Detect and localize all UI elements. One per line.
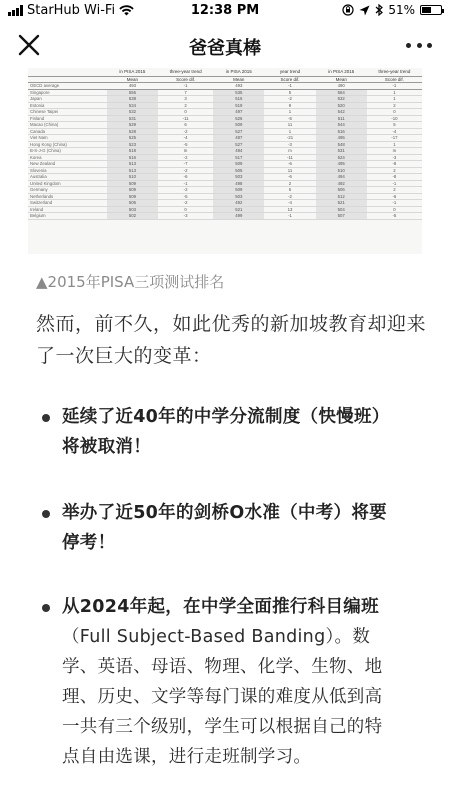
country-cell: Japan	[28, 96, 107, 103]
score-cell: 506	[316, 187, 367, 194]
score-cell: 1	[264, 109, 315, 116]
score-cell: 534	[107, 102, 158, 109]
score-cell: -1	[367, 200, 422, 207]
score-cell: -1	[158, 83, 213, 90]
score-cell: -3	[367, 154, 422, 161]
score-cell: 6	[264, 187, 315, 194]
score-cell: -5	[158, 193, 213, 200]
carrier-label: StarHub Wi-Fi	[27, 3, 116, 18]
image-caption: ▲2015年PISA三项测试排名	[36, 273, 225, 291]
score-cell: -5	[158, 141, 213, 148]
score-cell: 7	[158, 89, 213, 96]
pisa-table	[28, 68, 422, 220]
score-cell: -3	[264, 141, 315, 148]
country-cell: Australia	[28, 174, 107, 181]
list-item-line: 将被取消！	[62, 437, 151, 457]
score-cell: -4	[158, 135, 213, 142]
country-cell: Estonia	[28, 102, 107, 109]
country-cell: Singapore	[28, 89, 107, 96]
table-header-cell: three-year trend	[367, 68, 422, 76]
score-cell: 11	[264, 167, 315, 174]
score-cell: 520	[316, 102, 367, 109]
score-cell: -4	[264, 200, 315, 207]
paragraph-line: 然而，前不久，如此优秀的新加坡教育却迎来	[36, 313, 427, 335]
country-cell: United Kingdom	[28, 180, 107, 187]
battery-icon	[420, 5, 442, 15]
score-cell: 505	[213, 167, 264, 174]
list-item-line: 延续了近40年的中学分流制度（快慢班）	[62, 407, 390, 427]
score-cell: 11	[264, 122, 315, 129]
score-cell: 6	[158, 122, 213, 129]
list-item	[62, 498, 387, 558]
clock: 12:38 PM	[190, 3, 260, 18]
list-item-bold-line: 从2024年起，在中学全面推行科目编班	[62, 597, 379, 617]
score-cell: 523	[107, 141, 158, 148]
score-cell: 2	[264, 180, 315, 187]
list-item-line: 举办了近50年的剑桥O水准（中考）将要	[62, 503, 387, 523]
orientation-lock-icon	[342, 4, 354, 16]
score-cell: Mean	[316, 76, 367, 83]
list-item-line: （Full Subject-Based Banding）。数	[62, 627, 371, 647]
score-cell: -8	[367, 174, 422, 181]
country-cell: Viet Nam	[28, 135, 107, 142]
score-cell: 3	[158, 96, 213, 103]
score-cell: 9	[264, 102, 315, 109]
score-cell: 519	[213, 102, 264, 109]
score-cell: 0	[158, 109, 213, 116]
score-cell: 525	[107, 135, 158, 142]
list-item-line: 点自由选课，进行走班制学习。	[62, 747, 312, 767]
score-cell: 510	[107, 174, 158, 181]
score-cell: 504	[316, 206, 367, 213]
score-cell: m	[367, 148, 422, 155]
table-body	[28, 76, 422, 219]
table-row	[28, 213, 422, 220]
score-cell: 498	[213, 180, 264, 187]
list-item-line: 学、英语、母语、物理、化学、生物、地	[62, 657, 383, 677]
score-cell: -2	[158, 167, 213, 174]
score-cell: 524	[316, 154, 367, 161]
list-item	[62, 592, 382, 772]
score-cell: 507	[316, 213, 367, 220]
score-cell: -1	[264, 213, 315, 220]
score-cell: 2	[367, 167, 422, 174]
score-cell: 1	[264, 128, 315, 135]
score-cell: -1	[158, 180, 213, 187]
score-cell: 521	[213, 206, 264, 213]
score-cell: 512	[316, 193, 367, 200]
score-cell: 0	[367, 109, 422, 116]
score-cell: 564	[316, 89, 367, 96]
score-cell: 509	[213, 187, 264, 194]
list-item	[62, 402, 390, 462]
score-cell: 2	[158, 102, 213, 109]
more-icon[interactable]	[406, 43, 432, 49]
score-cell: -6	[367, 193, 422, 200]
table-header-cell: year trend	[264, 68, 315, 76]
country-cell: New Zealand	[28, 161, 107, 168]
score-cell: -2	[158, 200, 213, 207]
score-cell: 556	[107, 89, 158, 96]
list-item-line: 理、历史、文学等每门课的难度从低到高	[62, 687, 383, 707]
score-cell: -1	[367, 180, 422, 187]
bluetooth-icon	[375, 4, 383, 16]
paragraph-line: 了一次巨大的变革：	[36, 345, 212, 367]
score-cell: 493	[107, 83, 158, 90]
status-right	[342, 3, 442, 17]
score-cell: 502	[107, 213, 158, 220]
score-cell: -5	[367, 213, 422, 220]
score-cell: 503	[107, 206, 158, 213]
list-item-line: 停考！	[62, 533, 116, 553]
score-cell: -3	[158, 213, 213, 220]
score-cell: 535	[213, 89, 264, 96]
score-cell: 503	[213, 193, 264, 200]
score-cell: 506	[107, 200, 158, 207]
battery-percent: 51%	[388, 3, 415, 17]
score-cell: -2	[264, 96, 315, 103]
score-cell: 5	[264, 89, 315, 96]
score-cell: -10	[367, 115, 422, 122]
score-cell: -2	[158, 128, 213, 135]
score-cell: 497	[213, 109, 264, 116]
country-cell: B-S-J-G (China)	[28, 148, 107, 155]
score-cell: -21	[264, 135, 315, 142]
score-cell: -1	[367, 83, 422, 90]
country-cell: Switzerland	[28, 200, 107, 207]
score-cell: 492	[213, 200, 264, 207]
country-cell: Belgium	[28, 213, 107, 220]
score-cell: 509	[107, 180, 158, 187]
score-cell: 0	[367, 206, 422, 213]
list-item-line: 一共有三个级别，学生可以根据自己的特	[62, 717, 383, 737]
score-cell: m	[158, 148, 213, 155]
score-cell: m	[264, 148, 315, 155]
score-cell: 490	[316, 83, 367, 90]
score-cell: 511	[316, 115, 367, 122]
score-cell: 531	[107, 115, 158, 122]
score-cell: Score dif.	[158, 76, 213, 83]
score-cell: 532	[107, 109, 158, 116]
table-header-cell: in PISA 2015	[107, 68, 158, 76]
score-cell: 516	[316, 128, 367, 135]
score-cell: Mean	[213, 76, 264, 83]
country-cell: Canada	[28, 128, 107, 135]
score-cell: -11	[158, 115, 213, 122]
score-cell: 2	[367, 187, 422, 194]
score-cell: 13	[264, 206, 315, 213]
country-cell: Germany	[28, 187, 107, 194]
score-cell: -5	[264, 115, 315, 122]
score-cell: 516	[213, 96, 264, 103]
score-cell: Score dif.	[367, 76, 422, 83]
score-cell: -7	[158, 161, 213, 168]
score-cell: 2	[367, 102, 422, 109]
score-cell: -8	[367, 161, 422, 168]
score-cell: 494	[213, 148, 264, 155]
table-header-cell: in PISA 2015	[213, 68, 264, 76]
score-cell: -4	[367, 128, 422, 135]
table-header-row	[28, 68, 422, 76]
score-cell: 513	[107, 167, 158, 174]
score-cell: 529	[107, 122, 158, 129]
score-cell: 1	[367, 96, 422, 103]
country-cell: Finland	[28, 115, 107, 122]
score-cell: 510	[316, 167, 367, 174]
nav-bar	[0, 22, 450, 68]
score-cell: 527	[213, 141, 264, 148]
score-cell: 493	[213, 83, 264, 90]
score-cell: 1	[367, 89, 422, 96]
score-cell: 521	[316, 200, 367, 207]
country-cell: Ireland	[28, 206, 107, 213]
score-cell: -2	[158, 187, 213, 194]
score-cell: -2	[264, 193, 315, 200]
score-cell: 503	[213, 174, 264, 181]
country-cell: Korea	[28, 154, 107, 161]
score-cell: 509	[107, 193, 158, 200]
score-cell: 544	[316, 122, 367, 129]
score-cell: 517	[213, 154, 264, 161]
table-header-cell: in PISA 2015	[316, 68, 367, 76]
country-cell: Slovenia	[28, 167, 107, 174]
country-cell: Hong Kong (China)	[28, 141, 107, 148]
score-cell: 487	[213, 135, 264, 142]
score-cell: -6	[264, 161, 315, 168]
table-header-cell	[28, 68, 107, 76]
score-cell: -6	[264, 174, 315, 181]
country-cell: Chinese Taipei	[28, 109, 107, 116]
score-cell: 509	[213, 161, 264, 168]
status-bar	[0, 0, 450, 22]
score-cell: 509	[107, 187, 158, 194]
score-cell: 527	[213, 128, 264, 135]
score-cell: 513	[107, 161, 158, 168]
score-cell: 5	[367, 122, 422, 129]
page-title: 爸爸真棒	[189, 38, 261, 59]
score-cell: 532	[316, 96, 367, 103]
location-icon	[359, 5, 370, 16]
country-cell: OECD average	[28, 83, 107, 90]
score-cell: 548	[316, 141, 367, 148]
score-cell: 528	[107, 128, 158, 135]
score-cell: -17	[367, 135, 422, 142]
score-cell: 492	[316, 180, 367, 187]
score-cell: 538	[107, 96, 158, 103]
score-cell: -2	[158, 154, 213, 161]
score-cell: 518	[107, 148, 158, 155]
country-cell: Netherlands	[28, 193, 107, 200]
score-cell: 542	[316, 109, 367, 116]
battery-fill	[422, 7, 431, 13]
pisa-table-image	[28, 68, 422, 254]
intro-paragraph	[36, 308, 426, 372]
score-cell: 494	[316, 174, 367, 181]
score-cell: 0	[158, 206, 213, 213]
score-cell: 499	[213, 213, 264, 220]
score-cell: 495	[316, 135, 367, 142]
score-cell: Mean	[107, 76, 158, 83]
table-header-cell: three-year trend	[158, 68, 213, 76]
score-cell: 495	[316, 161, 367, 168]
score-cell: -11	[264, 154, 315, 161]
score-cell: 526	[213, 115, 264, 122]
score-cell: 509	[213, 122, 264, 129]
score-cell: Score dif.	[264, 76, 315, 83]
score-cell: -6	[158, 174, 213, 181]
score-cell: 1	[367, 141, 422, 148]
country-cell: Macao (China)	[28, 122, 107, 129]
score-cell: 516	[107, 154, 158, 161]
score-cell: 531	[316, 148, 367, 155]
score-cell: -1	[264, 83, 315, 90]
